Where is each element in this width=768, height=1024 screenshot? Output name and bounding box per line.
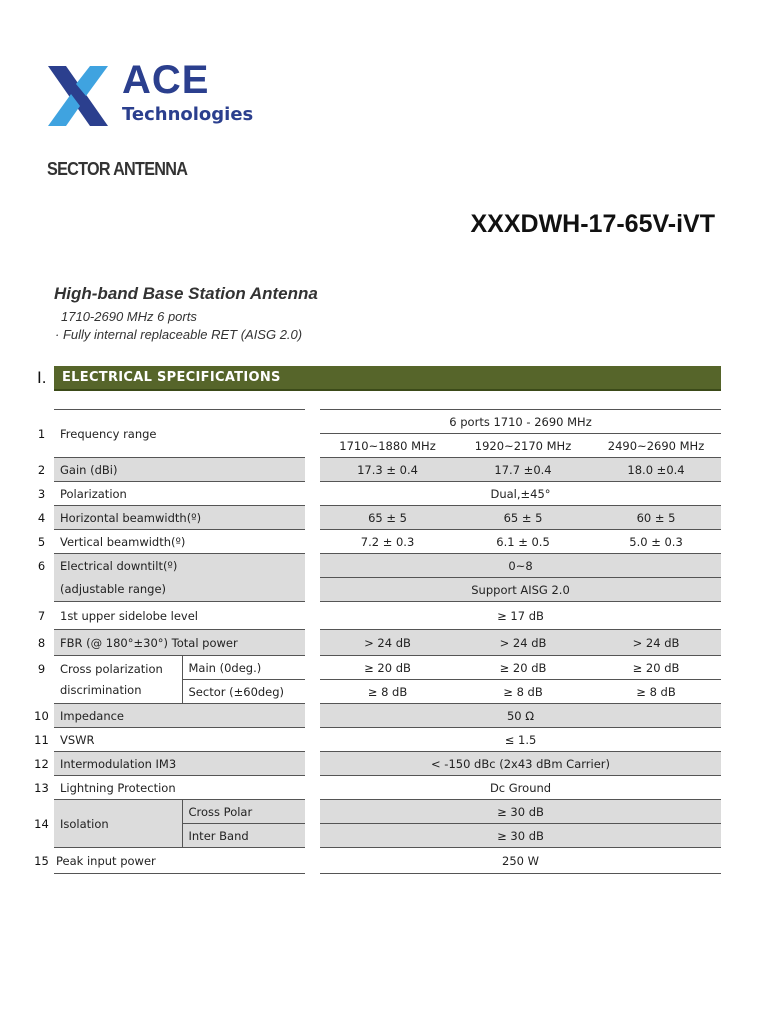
table-row [29, 776, 721, 800]
table-row [29, 410, 721, 434]
spec-label: Lightning Protection [54, 776, 305, 800]
section-header-bar [54, 366, 721, 391]
spec-value: 18.0 ±0.4 [591, 458, 721, 482]
table-row [29, 656, 721, 680]
row-number: 14 [29, 800, 54, 848]
doc-type: SECTOR ANTENNA [47, 159, 188, 179]
spec-value: 50 Ω [320, 704, 721, 728]
table-row [29, 752, 721, 776]
spec-value: ≥ 17 dB [320, 602, 721, 630]
product-title: High-band Base Station Antenna [54, 284, 318, 303]
logo-tagline: Technologies [122, 104, 254, 125]
row-number: 9 [37, 661, 46, 676]
spec-sublabel: Main (0deg.) [182, 656, 305, 680]
row-number: 11 [34, 732, 49, 747]
spec-label: FBR (@ 180°±30°) Total power [54, 630, 305, 656]
table-row [29, 530, 721, 554]
table-row [29, 482, 721, 506]
spec-value: 17.3 ± 0.4 [320, 458, 455, 482]
row-number: 6 [29, 554, 54, 602]
spec-value: 65 ± 5 [320, 506, 455, 530]
spec-value: > 24 dB [320, 630, 455, 656]
spec-label: Peak input power [54, 848, 305, 874]
row-number: 5 [37, 534, 46, 549]
spec-value: ≥ 20 dB [455, 656, 591, 680]
band-header: 1920~2170 MHz [455, 434, 591, 458]
spec-value: 0~8 [320, 554, 721, 578]
table-row [29, 554, 721, 578]
spec-value: Dual,±45° [320, 482, 721, 506]
spec-value: < -150 dBc (2x43 dBm Carrier) [320, 752, 721, 776]
spec-value: ≤ 1.5 [320, 728, 721, 752]
spec-label: Horizontal beamwidth(º) [54, 506, 305, 530]
table-row [29, 630, 721, 656]
spec-label: Isolation [54, 800, 182, 848]
table-row [29, 578, 721, 602]
spec-label-line2: discrimination [60, 682, 142, 697]
spec-value: 65 ± 5 [455, 506, 591, 530]
model-number: XXXDWH-17-65V-iVT [470, 210, 715, 238]
spec-value: 17.7 ±0.4 [455, 458, 591, 482]
spec-value: ≥ 30 dB [320, 824, 721, 848]
electrical-spec-table [29, 409, 721, 874]
spec-value: 7.2 ± 0.3 [320, 530, 455, 554]
spec-value: 6 ports 1710 - 2690 MHz [320, 410, 721, 434]
spec-value: ≥ 8 dB [320, 680, 455, 704]
logo-brand: ACE [122, 58, 210, 102]
spec-value: ≥ 20 dB [591, 656, 721, 680]
spec-value: > 24 dB [591, 630, 721, 656]
spec-label: Gain (dBi) [54, 458, 305, 482]
table-row [29, 458, 721, 482]
band-header: 2490~2690 MHz [591, 434, 721, 458]
table-row [29, 800, 721, 824]
spec-label: 1st upper sidelobe level [54, 602, 305, 630]
row-number: 13 [34, 780, 49, 795]
spec-label-sub: (adjustable range) [54, 578, 305, 602]
ace-logo [46, 58, 276, 132]
spec-value: 250 W [320, 848, 721, 874]
spec-value: ≥ 8 dB [455, 680, 591, 704]
row-number: 4 [29, 506, 54, 530]
row-number: 1 [37, 426, 46, 441]
section-title: ELECTRICAL SPECIFICATIONS [62, 370, 281, 385]
spec-value: Dc Ground [320, 776, 721, 800]
spec-value: 5.0 ± 0.3 [591, 530, 721, 554]
spec-label: VSWR [54, 728, 305, 752]
spec-label [54, 656, 182, 704]
spec-label: Frequency range [54, 410, 305, 458]
section-number: I. [37, 368, 47, 387]
row-number: 7 [37, 608, 46, 623]
table-row [29, 506, 721, 530]
row-number: 10 [29, 704, 54, 728]
table-row [29, 848, 721, 874]
spec-value: ≥ 20 dB [320, 656, 455, 680]
spec-label: Polarization [54, 482, 305, 506]
table-row [29, 728, 721, 752]
row-number: 3 [37, 486, 46, 501]
spec-value: ≥ 30 dB [320, 800, 721, 824]
row-number: 2 [29, 458, 54, 482]
ace-x-logo-icon [46, 64, 110, 128]
band-header: 1710~1880 MHz [320, 434, 455, 458]
spec-value: 6.1 ± 0.5 [455, 530, 591, 554]
product-bullet-ret: · Fully internal replaceable RET (AISG 2.0) [55, 327, 303, 342]
spec-sublabel: Inter Band [182, 824, 305, 848]
table-row [29, 704, 721, 728]
spec-value: > 24 dB [455, 630, 591, 656]
product-bullet-ports: 1710-2690 MHz 6 ports [61, 309, 197, 324]
spec-label: Intermodulation IM3 [54, 752, 305, 776]
spec-label: Vertical beamwidth(º) [54, 530, 305, 554]
spec-sublabel: Cross Polar [182, 800, 305, 824]
spec-label: Impedance [54, 704, 305, 728]
spec-value: Support AISG 2.0 [320, 578, 721, 602]
spec-value: 60 ± 5 [591, 506, 721, 530]
spec-label-line1: Cross polarization [60, 661, 163, 676]
spec-value: ≥ 8 dB [591, 680, 721, 704]
row-number: 15 [34, 853, 49, 868]
spec-sublabel: Sector (±60deg) [182, 680, 305, 704]
row-number: 8 [29, 630, 54, 656]
row-number: 12 [29, 752, 54, 776]
spec-label: Electrical downtilt(º) [54, 554, 305, 578]
table-row [29, 602, 721, 630]
